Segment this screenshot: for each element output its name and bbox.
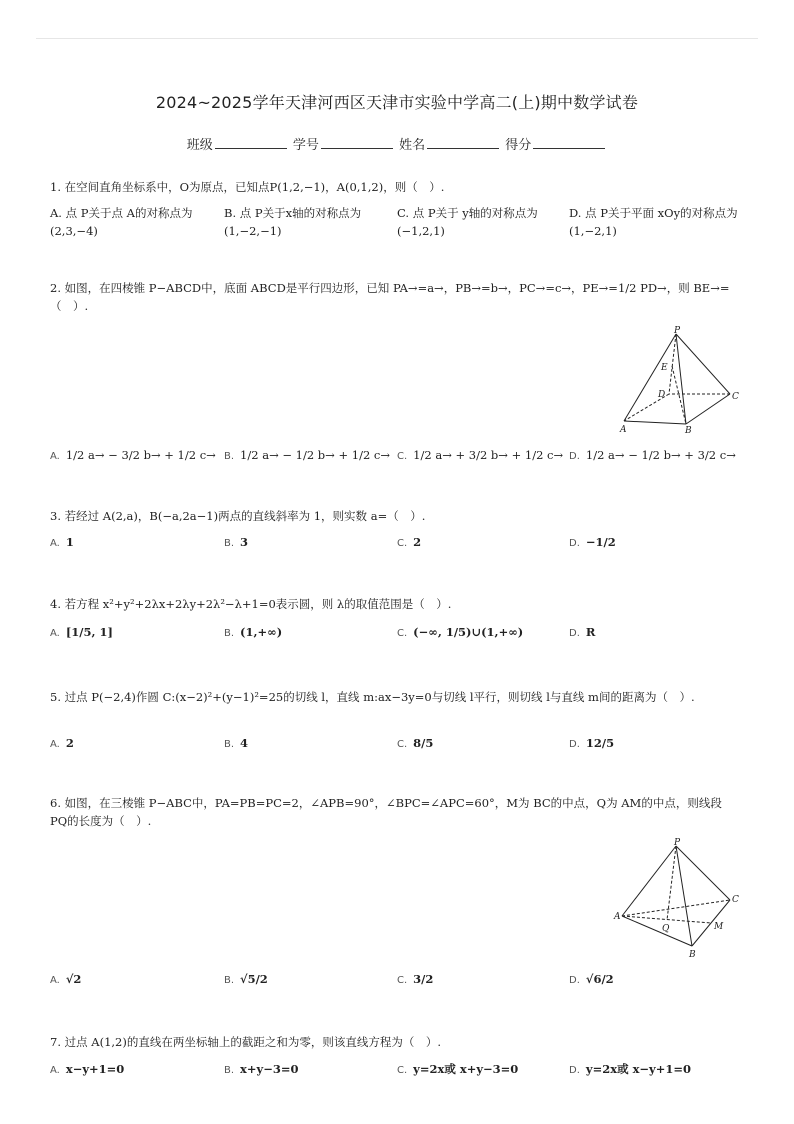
- edge-ab: [622, 916, 692, 946]
- option-text: 8/5: [413, 736, 434, 750]
- question-5-option-a: [50, 734, 74, 754]
- student-id-label: 学号: [292, 138, 319, 153]
- option-text: R: [585, 625, 596, 639]
- label-e: E: [661, 363, 668, 373]
- question-1-option-a: [50, 204, 210, 240]
- option-text: C. 点 P关于 y轴的对称点为 (−1,2,1): [397, 206, 538, 238]
- question-1-stem: [50, 178, 444, 196]
- question-3-option-d: [569, 533, 616, 553]
- option-label: B.: [224, 628, 235, 639]
- name-blank: [427, 136, 499, 149]
- option-text: 4: [240, 736, 249, 750]
- option-label: C.: [397, 628, 408, 639]
- question-5-option-b: [224, 734, 248, 754]
- question-2-stem: [50, 279, 740, 315]
- option-label: D.: [569, 1065, 580, 1076]
- option-label: C.: [397, 451, 408, 462]
- label-d: D: [658, 390, 666, 400]
- question-6-stem: [50, 794, 742, 830]
- option-text: √2: [65, 972, 82, 986]
- option-label: A.: [50, 451, 60, 462]
- student-id-blank: [321, 136, 393, 149]
- label-b: B: [689, 950, 696, 960]
- option-label: B.: [224, 1065, 235, 1076]
- question-6-text: 6. 如图，在三棱锥 P−ABC中，PA=PB=PC=2，∠APB=90°，∠BPC=∠APC=60°，M为 BC的中点，Q为 AM的中点，则线段 PQ的长度为（ ）.: [50, 796, 722, 828]
- option-text: x−y+1=0: [65, 1062, 125, 1076]
- option-text: 3: [240, 535, 249, 549]
- question-5-stem: [50, 688, 742, 706]
- edge-pc: [676, 334, 730, 394]
- option-text: 12/5: [585, 736, 615, 750]
- question-7-option-a: [50, 1060, 124, 1080]
- option-label: B.: [224, 538, 235, 549]
- option-label: D.: [569, 451, 580, 462]
- class-label: 班级: [186, 138, 213, 153]
- question-7-option-d: [569, 1060, 691, 1080]
- label-a: A: [614, 912, 621, 922]
- option-text: y=2x或 x+y−3=0: [413, 1062, 519, 1076]
- option-text: 3/2: [413, 972, 434, 986]
- option-text: 2: [65, 736, 74, 750]
- option-label: C.: [397, 1065, 408, 1076]
- option-label: A.: [50, 538, 60, 549]
- option-label: D.: [569, 739, 580, 750]
- option-text: 1/2 a→ − 1/2 b→ + 1/2 c→: [240, 448, 390, 462]
- option-text: 1: [65, 535, 74, 549]
- option-label: A.: [50, 628, 60, 639]
- question-4-option-a: [50, 623, 113, 643]
- question-3-option-a: [50, 533, 74, 553]
- option-text: (−∞, 1/5)∪(1,+∞): [413, 625, 524, 639]
- question-7-stem: [50, 1033, 441, 1051]
- question-2-option-a: [50, 446, 216, 466]
- label-a: A: [620, 425, 627, 435]
- option-text: D. 点 P关于平面 xOy的对称点为 (1,−2,1): [569, 206, 738, 238]
- question-7-option-b: [224, 1060, 299, 1080]
- question-6-option-b: [224, 970, 268, 990]
- option-text: 2: [413, 535, 422, 549]
- option-label: D.: [569, 975, 580, 986]
- option-text: 1/2 a→ − 1/2 b→ + 3/2 c→: [585, 448, 736, 462]
- question-3-option-b: [224, 533, 248, 553]
- option-label: B.: [224, 975, 235, 986]
- option-label: A.: [50, 1065, 60, 1076]
- question-3-stem: [50, 507, 425, 525]
- option-text: √5/2: [240, 972, 268, 986]
- edge-pb: [676, 846, 692, 946]
- student-info-row: [0, 134, 794, 153]
- option-text: 1/2 a→ + 3/2 b→ + 1/2 c→: [413, 448, 564, 462]
- label-c: C: [732, 392, 739, 402]
- option-label: B.: [224, 739, 235, 750]
- question-5-text: 5. 过点 P(−2,4)作圆 C:(x−2)²+(y−1)²=25的切线 l，直线 m:ax−3y=0与切线 l平行，则切线 l与直线 m间的距离为（ ）.: [50, 690, 695, 704]
- option-text: 1/2 a→ − 3/2 b→ + 1/2 c→: [65, 448, 216, 462]
- option-label: D.: [569, 538, 580, 549]
- question-2-text: 2. 如图，在四棱锥 P−ABCD中，底面 ABCD是平行四边形，已知 PA→=a→，PB→=b→，PC→=c→，PE→=1/2 PD→，则 BE→=（ ）.: [50, 281, 730, 313]
- option-label: C.: [397, 975, 408, 986]
- question-2-option-d: [569, 446, 736, 466]
- question-4-text: 4. 若方程 x²+y²+2λx+2λy+2λ²−λ+1=0表示圆，则 λ的取值范围是（ ）.: [50, 597, 452, 611]
- option-label: A.: [50, 975, 60, 986]
- question-3-text: 3. 若经过 A(2,a)，B(−a,2a−1)两点的直线斜率为 1，则实数 a=（ ）.: [50, 509, 426, 523]
- pyramid-figure-q2: [614, 326, 744, 436]
- exam-title: 2024~2025学年天津河西区天津市实验中学高二(上)期中数学试卷: [155, 93, 639, 112]
- question-4-option-d: [569, 623, 595, 643]
- question-2-option-c: [397, 446, 563, 466]
- edge-ac: [622, 900, 730, 916]
- label-p: P: [674, 838, 681, 848]
- question-1-text: 1. 在空间直角坐标系中，O为原点，已知点P(1,2,−1)，A(0,1,2)，则（ ）.: [50, 180, 445, 194]
- option-text: B. 点 P关于x轴的对称点为 (1,−2,−1): [224, 206, 362, 238]
- name-label: 姓名: [399, 138, 426, 153]
- question-6-option-c: [397, 970, 433, 990]
- question-1-option-b: [224, 204, 384, 240]
- option-text: −1/2: [585, 535, 616, 549]
- option-text: √6/2: [585, 972, 614, 986]
- option-text: A. 点 P关于点 A的对称点为 (2,3,−4): [50, 206, 193, 238]
- segment-be: [672, 366, 686, 424]
- question-4-option-b: [224, 623, 282, 643]
- question-6-option-d: [569, 970, 614, 990]
- question-1-option-c: [397, 204, 557, 240]
- edge-ab: [624, 421, 686, 424]
- question-2-option-b: [224, 446, 390, 466]
- edge-pa: [624, 334, 676, 421]
- option-text: y=2x或 x−y+1=0: [585, 1062, 692, 1076]
- label-p: P: [674, 326, 681, 336]
- question-5-option-c: [397, 734, 433, 754]
- edge-pb: [676, 334, 686, 424]
- option-label: A.: [50, 739, 60, 750]
- option-label: C.: [397, 538, 408, 549]
- score-label: 得分: [505, 138, 532, 153]
- label-c: C: [732, 895, 739, 905]
- option-label: C.: [397, 739, 408, 750]
- question-4-option-c: [397, 623, 523, 643]
- label-q: Q: [662, 924, 670, 934]
- option-text: [1/5, 1]: [65, 625, 113, 639]
- option-text: x+y−3=0: [240, 1062, 299, 1076]
- score-blank: [533, 136, 605, 149]
- question-7-option-c: [397, 1060, 518, 1080]
- question-1-option-d: [569, 204, 744, 240]
- option-label: D.: [569, 628, 580, 639]
- question-5-option-d: [569, 734, 614, 754]
- edge-bc: [686, 394, 730, 424]
- edge-pa: [622, 846, 676, 916]
- question-6-option-a: [50, 970, 81, 990]
- question-4-stem: [50, 595, 451, 613]
- tetrahedron-figure-q6: [612, 836, 744, 960]
- label-b: B: [685, 426, 692, 436]
- header-divider: [36, 38, 758, 39]
- label-m: M: [714, 922, 724, 932]
- question-7-text: 7. 过点 A(1,2)的直线在两坐标轴上的截距之和为零，则该直线方程为（ ）.: [50, 1035, 442, 1049]
- option-text: (1,+∞): [240, 625, 283, 639]
- edge-pc: [676, 846, 730, 900]
- question-3-option-c: [397, 533, 421, 553]
- class-blank: [215, 136, 287, 149]
- option-label: B.: [224, 451, 235, 462]
